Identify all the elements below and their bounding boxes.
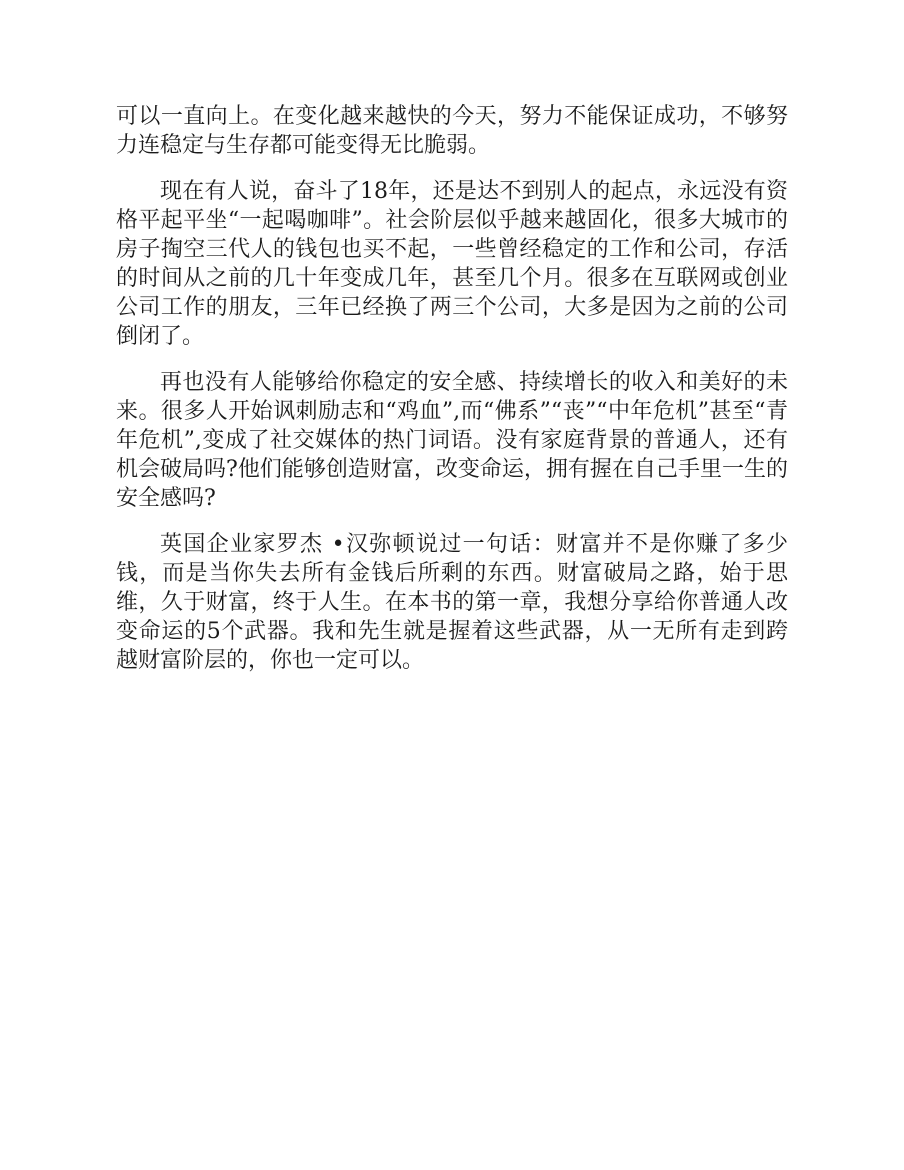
paragraph-1: 可以一直向上。在变化越来越快的今天，努力不能保证成功，不够努力连稳定与生存都可能变得无比脆弱。 — [116, 104, 788, 158]
paragraph-3: 再也没有人能够给你稳定的安全感、持续增长的收入和美好的未来。很多人开始讽刺励志和“鸡血”,而“佛系”“丧”“中年危机”甚至“青年危机”,变成了社交媒体的热门词语。没有家庭背景的普通人，还有机会破局吗?他们能够创造财富，改变命运，拥有握在自己手里一生的安全感吗? — [116, 370, 788, 511]
paragraph-4: 英国企业家罗杰 •汉弥顿说过一句话：财富并不是你赚了多少钱，而是当你失去所有金钱后所剩的东西。财富破局之路，始于思维，久于财富，终于人生。在本书的第一章，我想分享给你普通人改变命运的5个武器。我和先生就是握着这些武器，从一无所有走到跨越财富阶层的，你也一定可以。 — [116, 532, 788, 673]
paragraph-2: 现在有人说，奋斗了18年，还是达不到别人的起点，永远没有资格平起平坐“一起喝咖啡”。社会阶层似乎越来越固化，很多大城市的房子掏空三代人的钱包也买不起，一些曾经稳定的工作和公司，存活的时间从之前的几十年变成几年，甚至几个月。很多在互联网或创业公司工作的朋友，三年已经换了两三个公司，大多是因为之前的公司倒闭了。 — [116, 179, 788, 349]
document-body — [116, 102, 788, 692]
